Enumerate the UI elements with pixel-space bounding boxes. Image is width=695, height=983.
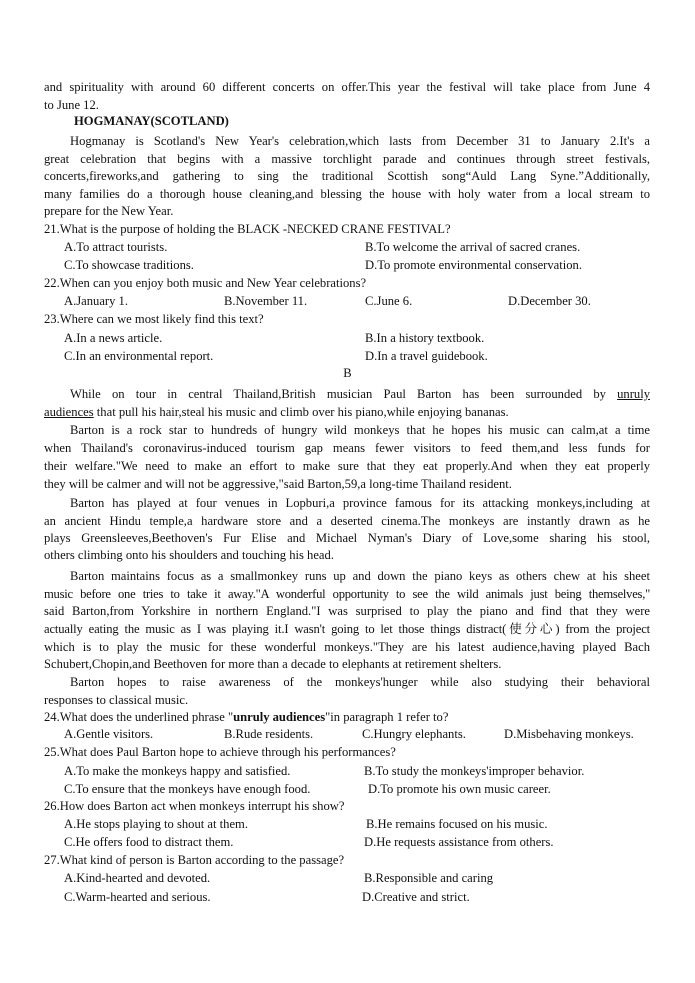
option-b: B.November 11.	[224, 294, 308, 308]
option-b: B.In a history textbook.	[365, 331, 485, 345]
passage-line: and spirituality with around 60 different concerts on offer.This year the festival will take place from June 4	[44, 80, 650, 94]
question-stem: 22.When can you enjoy both music and New Year celebrations?	[44, 276, 367, 290]
option-a: A.To attract tourists.	[64, 240, 168, 254]
option-a: A.Gentle visitors.	[64, 727, 154, 741]
passage-text: While on tour in central Thailand,British musician Paul Barton has been surrounded by	[70, 387, 618, 401]
option-b: B.Responsible and caring	[364, 871, 494, 885]
option-c: C.To ensure that the monkeys have enough food.	[64, 782, 311, 796]
passage-line: which is to play the music for these wonderful monkeys."They are his latest audience,having played Bach	[44, 640, 650, 654]
passage-line: said Barton,from Yorkshire in northern England."I was surprised to play the piano and find that they were	[44, 604, 650, 618]
question-stem: 23.Where can we most likely find this text?	[44, 312, 264, 326]
passage-line: music before one tries to take it away."A wonderful opportunity to see the wild animals just being themselves,"	[44, 587, 650, 601]
option-c: C.Warm-hearted and serious.	[64, 890, 211, 904]
passage-line: others climbing onto his shoulders and touching his head.	[44, 548, 334, 562]
option-a: A.January 1.	[64, 294, 129, 308]
passage-line: Barton hopes to raise awareness of the monkeys'hunger while also studying their behavioral	[70, 675, 650, 689]
passage-text: that pull his hair,steal his music and climb over his piano,while enjoying bananas.	[93, 405, 509, 419]
passage-line: concerts,fireworks,and gathering to sing the traditional Scottish song“Auld Lang Syne.”Additionally,	[44, 169, 650, 183]
bold-phrase: unruly audiences	[233, 710, 326, 724]
section-heading: HOGMANAY(SCOTLAND)	[74, 114, 229, 128]
option-b: B.To study the monkeys'improper behavior.	[364, 764, 585, 778]
passage-line: plays Greensleeves,Beethoven's Fur Elise and Michael Nyman's Diary of Love,some sharing his stool,	[44, 531, 650, 545]
option-d: D.December 30.	[508, 294, 591, 308]
option-c: C.June 6.	[365, 294, 413, 308]
passage-line: they will be calmer and will not be aggressive,"said Barton,59,a long-time Thailand resident.	[44, 477, 512, 491]
option-b: B.He remains focused on his music.	[366, 817, 548, 831]
option-d: D.He requests assistance from others.	[364, 835, 554, 849]
passage-line: great celebration that begins with a massive torchlight parade and continues through street festivals,	[44, 152, 650, 166]
passage-line: their welfare."We need to make an effort to make sure that they eat properly.And when they eat properly	[44, 459, 650, 473]
option-d: D.To promote his own music career.	[368, 782, 551, 796]
option-a: A.In a news article.	[64, 331, 163, 345]
question-stem: 26.How does Barton act when monkeys interrupt his show?	[44, 799, 345, 813]
option-b: B.Rude residents.	[224, 727, 314, 741]
question-text: 24.What does the underlined phrase "	[44, 710, 234, 724]
passage-line: Barton has played at four venues in Lopburi,a province famous for its attacking monkeys,including at	[70, 496, 650, 510]
option-d: D.Creative and strict.	[362, 890, 470, 904]
option-d: D.In a travel guidebook.	[365, 349, 488, 363]
option-d: D.Misbehaving monkeys.	[504, 727, 634, 741]
question-stem: 25.What does Paul Barton hope to achieve through his performances?	[44, 745, 396, 759]
section-label: B	[343, 366, 352, 380]
passage-line: Hogmanay is Scotland's New Year's celebration,which lasts from December 31 to January 2.It's a	[70, 134, 650, 148]
passage-line	[44, 404, 509, 421]
option-a: A.Kind-hearted and devoted.	[64, 871, 211, 885]
passage-line: many families do a thorough house cleaning,and blessing the house with holy water from a local stream to	[44, 187, 650, 201]
question-stem: 21.What is the purpose of holding the BLACK -NECKED CRANE FESTIVAL?	[44, 222, 451, 236]
passage-line: Barton is a rock star to hundreds of hungry wild monkeys that he hopes his music can calm,at a time	[70, 423, 650, 437]
question-stem	[44, 709, 448, 726]
passage-line: responses to classical music.	[44, 693, 189, 707]
question-stem: 27.What kind of person is Barton according to the passage?	[44, 853, 345, 867]
option-c: C.He offers food to distract them.	[64, 835, 234, 849]
option-b: B.To welcome the arrival of sacred cranes.	[365, 240, 581, 254]
passage-line: Barton maintains focus as a smallmonkey runs up and down the piano keys as others chew at his sheet	[70, 569, 650, 583]
passage-line: actually eating the music as I was playing it.I wasn't going to let those things distract(使分心) from the project	[44, 622, 650, 636]
passage-line: an ancient Hindu temple,a hardware store and a deserted cinema.The monkeys are instantly drawn as he	[44, 514, 650, 528]
option-c: C.Hungry elephants.	[362, 727, 466, 741]
passage-line: prepare for the New Year.	[44, 204, 174, 218]
passage-line: when Thailand's coronavirus-induced tourism gap means fewer visitors to feed them,and less funds for	[44, 441, 650, 455]
underlined-phrase: audiences	[44, 405, 94, 419]
passage-line	[70, 386, 650, 403]
underlined-phrase: unruly	[617, 387, 650, 401]
option-c: C.In an environmental report.	[64, 349, 214, 363]
passage-line: Schubert,Chopin,and Beethoven for more than a decade to elephants at retirement shelters.	[44, 657, 502, 671]
option-a: A.To make the monkeys happy and satisfied.	[64, 764, 291, 778]
option-d: D.To promote environmental conservation.	[365, 258, 583, 272]
passage-line: to June 12.	[44, 98, 99, 112]
option-a: A.He stops playing to shout at them.	[64, 817, 248, 831]
question-text: "in paragraph 1 refer to?	[325, 710, 449, 724]
option-c: C.To showcase traditions.	[64, 258, 194, 272]
